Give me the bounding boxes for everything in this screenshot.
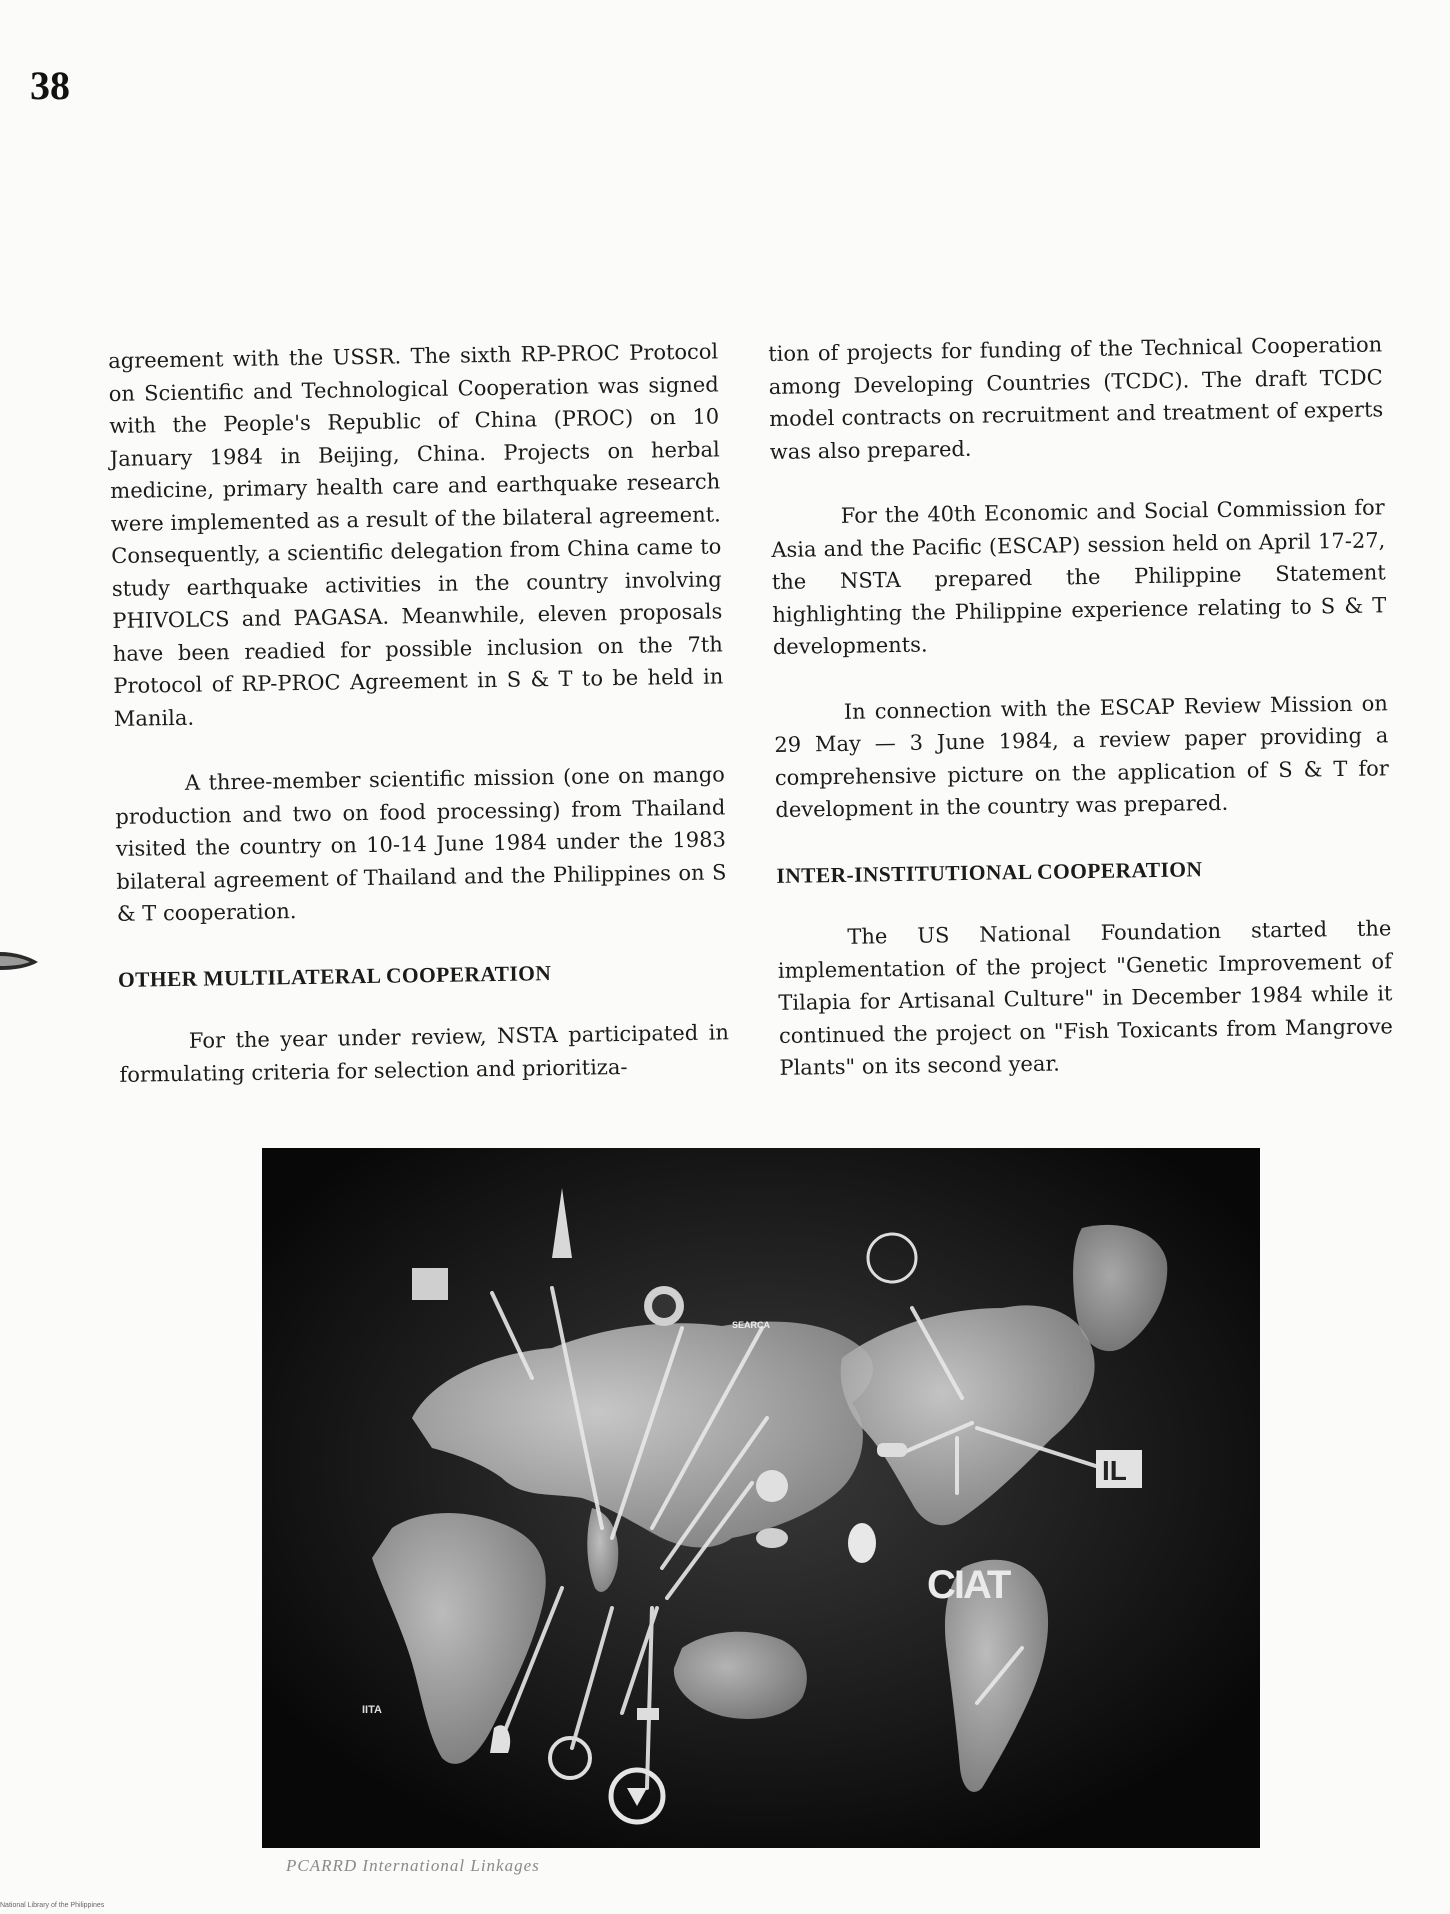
label-il: IL xyxy=(1102,1455,1127,1486)
heading-other-multilateral-cooperation: OTHER MULTILATERAL COOPERATION xyxy=(117,960,552,992)
right-paragraph-4: The US National Foundation started the implementation of the project "Genetic Improvement of Tilapia for Artisanal Culture" in December 1984 while it continued the project on "Fish Toxicants from Mangrove Plants" on its second year. xyxy=(777,916,1394,1080)
world-map-photo xyxy=(262,1148,1260,1848)
right-text-column xyxy=(768,328,1394,1117)
world-map-illustration xyxy=(262,1148,1260,1848)
emblem-small-seal xyxy=(756,1470,788,1502)
emblem-egg xyxy=(848,1523,876,1563)
left-paragraph-1: agreement with the USSR. The sixth RP-PROC Protocol on Scientific and Technological Cooperation was signed with the People's Republic of China (PROC) on 10 January 1984 in Beijing, China. Projects on herbal medicine, primary health care and earthquake research were implemented as a result of the bilateral agreement. Consequently, a scientific delegation from China came to study earthquake activities in the country involving PHIVOLCS and PAGASA. Meanwhile, eleven proposals have been readied for possible inclusion on the 7th Protocol of RP-PROC Agreement in S & T to be held in Manila. xyxy=(108,339,724,731)
emblem-flag xyxy=(412,1268,448,1300)
label-searca: SEARCA xyxy=(732,1320,771,1330)
binding-clip-mark xyxy=(0,946,40,974)
label-iita: IITA xyxy=(362,1704,382,1716)
emblem-bar xyxy=(877,1443,907,1457)
left-paragraph-3: For the year under review, NSTA participated in formulating criteria for selection and prioritiza- xyxy=(119,1020,730,1087)
emblem-oval xyxy=(756,1528,788,1548)
left-paragraph-2: A three-member scientific mission (one on mango production and two on food processing) from Thailand visited the country on 10-14 June 1984 under the 1983 bilateral agreement of Thailand and the Philippines on S & T cooperation. xyxy=(115,762,727,926)
heading-inter-institutional-cooperation: INTER-INSTITUTIONAL COOPERATION xyxy=(776,856,1203,888)
page-number: 38 xyxy=(30,63,70,108)
right-paragraph-2: For the 40th Economic and Social Commission for Asia and the Pacific (ESCAP) session held on April 17-27, the NSTA prepared the Philippine Statement highlighting the Philippine experience relating to S & T developments. xyxy=(771,495,1387,659)
footer-source: National Library of the Philippines xyxy=(0,1902,105,1909)
photo-caption: PCARRD International Linkages xyxy=(286,1856,540,1875)
emblem-small-rect xyxy=(637,1708,659,1720)
right-paragraph-1: tion of projects for funding of the Technical Cooperation among Developing Countries (TCDC). The draft TCDC model contracts on recruitment and treatment of experts was also prepared. xyxy=(768,332,1384,464)
right-paragraph-3: In connection with the ESCAP Review Mission on 29 May — 3 June 1984, a review paper providing a comprehensive picture on the application of S & T for development in the country was prepared. xyxy=(774,690,1390,822)
label-ciat: CIAT xyxy=(927,1563,1010,1607)
left-text-column xyxy=(108,335,730,1123)
